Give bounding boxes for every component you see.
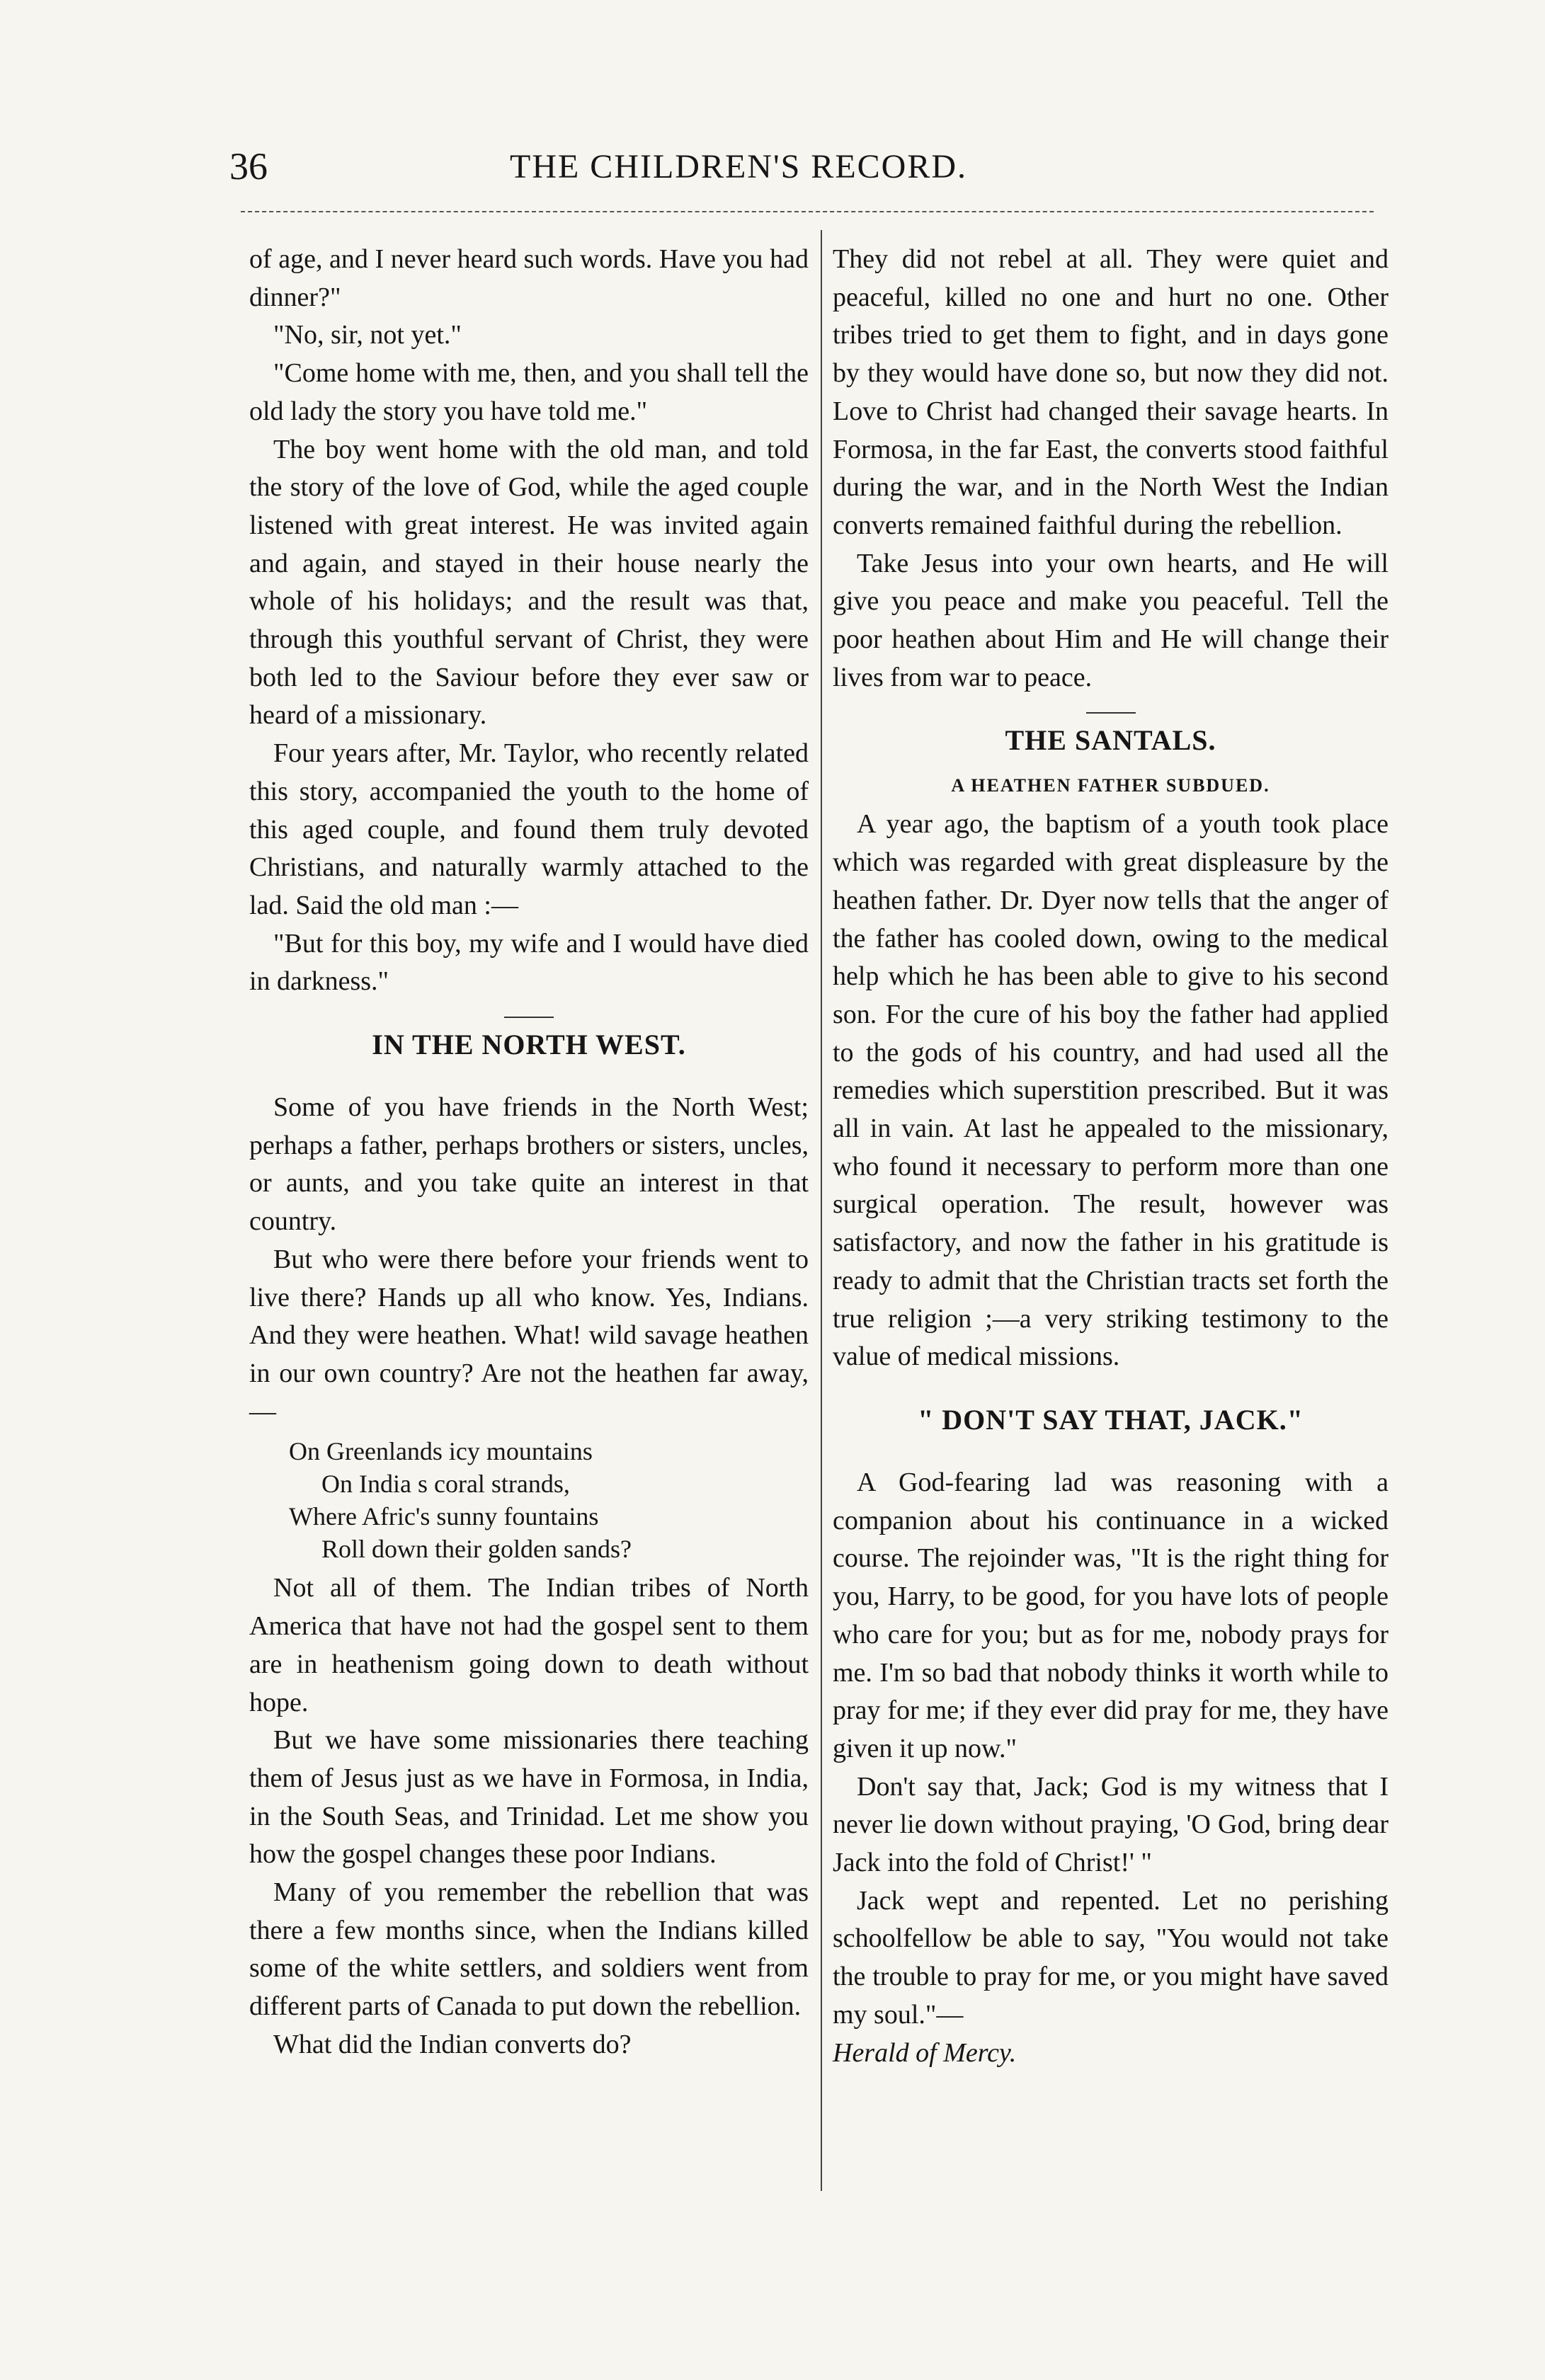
right-column bbox=[833, 241, 1389, 2072]
poem-line: Where Afric's sunny fountains bbox=[289, 1502, 599, 1531]
article-source: Herald of Mercy. bbox=[833, 2037, 1017, 2068]
story-paragraph: "Come home with me, then, and you shall tell the old lady the story you have told me." bbox=[249, 358, 809, 426]
section-title-santals: THE SANTALS. bbox=[1005, 724, 1216, 757]
section-title-north-west: IN THE NORTH WEST. bbox=[372, 1029, 686, 1061]
article-paragraph: Some of you have friends in the North West; perhaps a father, perhaps brothers or sisters, uncles, or aunts, and you take quite an interest in that country. bbox=[249, 1092, 809, 1237]
poem-line: On India s coral strands, bbox=[321, 1470, 570, 1499]
story-paragraph: Four years after, Mr. Taylor, who recently related this story, accompanied the youth to the home of this aged couple, and found them truly devoted Christians, and naturally warmly attached to the lad. Said the old man :— bbox=[249, 738, 809, 920]
story-paragraph: The boy went home with the old man, and told the story of the love of God, while the aged couple listened with great interest. He was invited again and again, and stayed in their house nearly the whole of his holidays; and the result was that, through this youthful servant of Christ, they were both led to the Saviour before they ever saw or heard of a missionary. bbox=[249, 434, 809, 731]
section-subtitle: A HEATHEN FATHER SUBDUED. bbox=[951, 775, 1270, 796]
article-paragraph: What did the Indian converts do? bbox=[273, 2029, 632, 2059]
running-head: THE CHILDREN'S RECORD. bbox=[510, 148, 967, 185]
article-paragraph: A God-fearing lad was reasoning with a companion about his continuance in a wicked course. The rejoinder was, "It is the right thing for you, Harry, to be good, for you have lots of people who care for you; but as for me, nobody prays for me. I'm so bad that nobody thinks it worth while to pray for me; if they ever did pray for me, they have given it up now." bbox=[833, 1467, 1389, 1763]
section-divider bbox=[504, 1017, 554, 1018]
column-divider bbox=[821, 230, 822, 2191]
article-paragraph: Take Jesus into your own hearts, and He will give you peace and make you peaceful. Tell the poor heathen about Him and He will change their lives from war to peace. bbox=[833, 548, 1389, 692]
article-paragraph: Jack wept and repented. Let no perishing schoolfellow be able to say, "You would not take the trouble to pray for me, or you might have saved my soul."— bbox=[833, 1885, 1389, 2030]
section-title-jack: " DON'T SAY THAT, JACK." bbox=[918, 1403, 1304, 1436]
article-paragraph: Not all of them. The Indian tribes of North America that have not had the gospel sent to them are in heathenism going down to death without hope. bbox=[249, 1573, 809, 1717]
section-divider bbox=[1086, 712, 1136, 714]
article-paragraph: A year ago, the baptism of a youth took place which was regarded with great displeasure by the heathen father. Dr. Dyer now tells that the anger of the father has cooled down, owing to the medical help which he has been able to give to his second son. For the cure of his boy the father had applied to the gods of his country, and had used all the remedies which superstition prescribed. But it was all in vain. At last he appealed to the missionary, who found it necessary to perform more than one surgical operation. The result, however was satisfactory, and now the father in his gratitude is ready to admit that the Christian tracts set forth the true religion ;—a very striking testimony to the value of medical missions. bbox=[833, 809, 1389, 1372]
story-paragraph: of age, and I never heard such words. Have you had dinner?" bbox=[249, 244, 809, 312]
story-paragraph: "No, sir, not yet." bbox=[273, 320, 462, 350]
article-paragraph: Don't say that, Jack; God is my witness that I never lie down without praying, 'O God, bring dear Jack into the fold of Christ!' " bbox=[833, 1771, 1389, 1878]
page-header bbox=[212, 142, 1317, 198]
article-paragraph: But we have some missionaries there teaching them of Jesus just as we have in Formosa, in India, in the South Seas, and Trinidad. Let me show you how the gospel changes these poor Indians. bbox=[249, 1725, 809, 1870]
article-paragraph: Many of you remember the rebellion that was there a few months since, when the Indians killed some of the white settlers, and soldiers went from different parts of Canada to put down the rebellion. bbox=[249, 1877, 809, 2022]
page-number: 36 bbox=[229, 145, 268, 188]
hymn-quote bbox=[249, 1435, 809, 1565]
poem-line: Roll down their golden sands? bbox=[321, 1535, 632, 1564]
poem-line: On Greenlands icy mountains bbox=[289, 1437, 593, 1466]
article-paragraph: But who were there before your friends went to live there? Hands up all who know. Yes, Indians. And they were heathen. What! wild savage heathen in our own country? Are not the heathen far away,— bbox=[249, 1244, 809, 1426]
article-paragraph: They did not rebel at all. They were quiet and peaceful, killed no one and hurt no one. Other tribes tried to get them to fight, and in days gone by they would have done so, but now they did not. Love to Christ had changed their savage hearts. In Formosa, in the far East, the converts stood faithful during the war, and in the North West the Indian converts remained faithful during the rebellion. bbox=[833, 244, 1389, 540]
header-rule bbox=[241, 211, 1374, 212]
story-paragraph: "But for this boy, my wife and I would have died in darkness." bbox=[249, 928, 809, 997]
left-column bbox=[249, 241, 809, 2064]
